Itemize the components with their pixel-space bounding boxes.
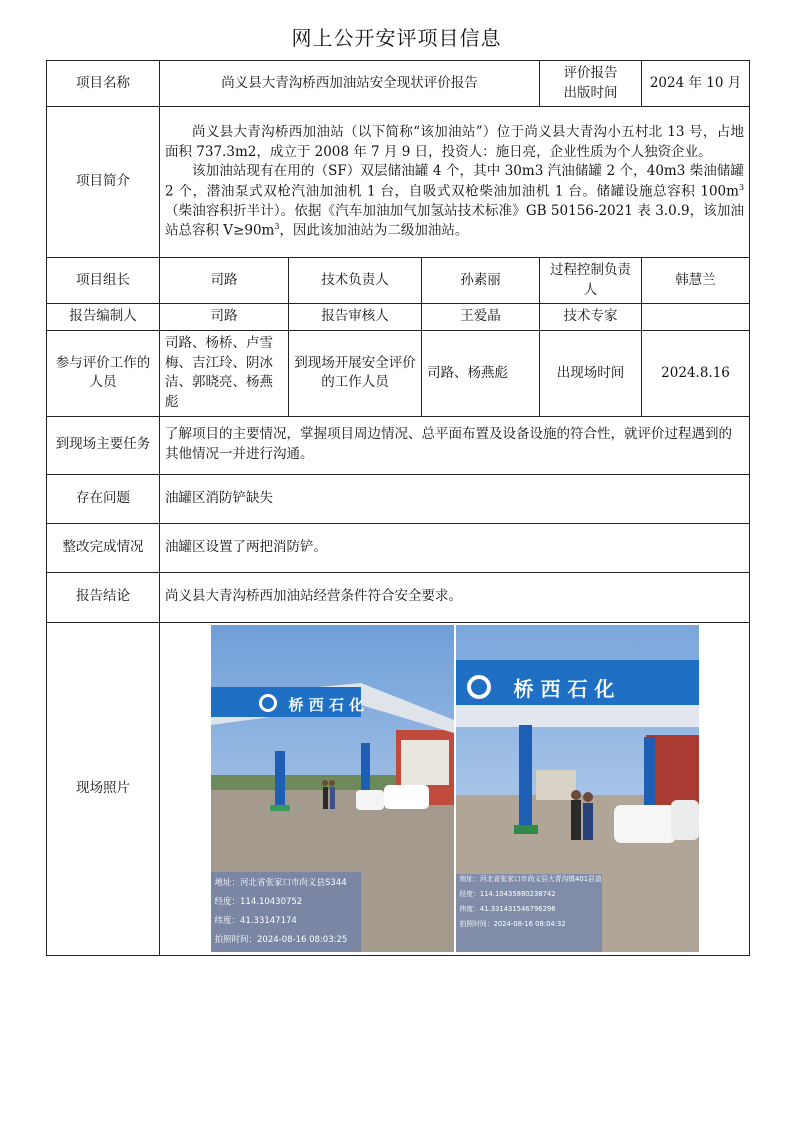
participants-label: 参与评价工作的人员 (47, 331, 160, 416)
photo-2-watermark (460, 872, 602, 932)
onsite-staff: 司路、杨燕彪 (422, 331, 540, 416)
task-label: 到现场主要任务 (47, 416, 160, 474)
onsite-time: 2024.8.16 (642, 331, 750, 416)
photo-1-time: 拍照时间：2024-08-16 08:03:25 (214, 935, 348, 945)
photo-2-longitude: 经度：114.10435880238742 (459, 890, 556, 898)
photo-2-sign: 桥 西 石 化 (513, 677, 615, 701)
photo-1-latitude: 纬度：41.33147174 (214, 916, 297, 926)
info-table (46, 60, 750, 956)
photo-1-watermark (215, 874, 348, 950)
fix-label: 整改完成情况 (47, 523, 160, 572)
expert-label: 技术专家 (540, 304, 642, 331)
photo-2-address: 地址：河北省张家口市尚义县大青沟镇401县道 (459, 875, 602, 883)
intro-p2-part-b: （柴油容积折半计）。依据《汽车加油加气加氢站技术标准》GB 50156-2021 表 3.0.9，该加油站总容积 V≥90m (165, 202, 745, 239)
leader-label: 项目组长 (47, 258, 160, 304)
row-participants (47, 331, 750, 416)
site-photo-2 (456, 625, 699, 952)
row-issue (47, 474, 750, 523)
tech-lead: 孙素丽 (422, 258, 540, 304)
intro-paragraph-1: 尚义县大青沟桥西加油站（以下简称“该加油站”）位于尚义县大青沟小五村北 13 号，占地面积 737.3m2，成立于 2008 年 7 月 9 日，投资人：施日亮，企业性质为个人独资企业。 (165, 123, 745, 160)
conclusion-label: 报告结论 (47, 572, 160, 622)
issue: 油罐区消防铲缺失 (160, 474, 750, 523)
author-label: 报告编制人 (47, 304, 160, 331)
photo-2-latitude: 纬度：41.331431546796296 (459, 905, 556, 913)
onsite-time-label: 出现场时间 (540, 331, 642, 416)
photo-cell (160, 622, 750, 955)
intro-text (160, 107, 750, 258)
page-title: 网上公开安评项目信息 (291, 26, 502, 50)
report-time-label (540, 61, 642, 107)
row-photos (47, 622, 750, 955)
tech-lead-label: 技术负责人 (289, 258, 422, 304)
project-name: 尚义县大青沟桥西加油站安全现状评价报告 (160, 61, 540, 107)
reviewer: 王爱晶 (422, 304, 540, 331)
report-time: 2024 年 10 月 (642, 61, 750, 107)
photo-group (160, 625, 749, 952)
expert (642, 304, 750, 331)
intro-label: 项目简介 (47, 107, 160, 258)
reviewer-label: 报告审核人 (289, 304, 422, 331)
leader: 司路 (160, 258, 289, 304)
site-photo-1 (211, 625, 454, 952)
row-project-name (47, 61, 750, 107)
report-time-label-1: 评价报告 (563, 65, 618, 81)
intro-p2-part-a: 该加油站现有在用的（SF）双层储油罐 4 个，其中 30m3 汽油储罐 2 个，40m3 柴油储罐 2 个，潜油泵式双枪汽油加油机 1 台，自吸式双枪柴油加油机 1 台。储罐设施总容积 100m (165, 163, 745, 200)
project-name-label: 项目名称 (47, 61, 160, 107)
superscript-3: 3 (738, 182, 745, 192)
intro-p2-part-c: ，因此该加油站为二级加油站。 (279, 222, 469, 239)
row-leader (47, 258, 750, 304)
conclusion: 尚义县大青沟桥西加油站经营条件符合安全要求。 (160, 572, 750, 622)
report-time-label-2: 出版时间 (563, 84, 618, 101)
process: 韩慧兰 (642, 258, 750, 304)
superscript-3: 3 (274, 222, 280, 232)
author: 司路 (160, 304, 289, 331)
issue-label: 存在问题 (47, 474, 160, 523)
intro-paragraph-2 (165, 162, 744, 241)
row-conclusion (47, 572, 750, 622)
fix: 油罐区设置了两把消防铲。 (160, 523, 750, 572)
photo-1-address: 地址：河北省张家口市尚义县S344 (214, 878, 347, 888)
row-intro (47, 107, 750, 258)
row-author (47, 304, 750, 331)
onsite-staff-label: 到现场开展安全评价的工作人员 (289, 331, 422, 416)
photo-1-sign: 桥 西 石 化 (288, 696, 365, 714)
row-fix (47, 523, 750, 572)
task: 了解项目的主要情况，掌握项目周边情况、总平面布置及设备设施的符合性，就评价过程遇到的其他情况一并进行沟通。 (160, 416, 750, 474)
photo-2-time: 拍照时间：2024-08-16 08:04:32 (459, 920, 566, 928)
photo-label: 现场照片 (47, 622, 160, 955)
photo-1-longitude: 经度：114.10430752 (214, 897, 303, 907)
row-task (47, 416, 750, 474)
process-label: 过程控制负责人 (540, 258, 642, 304)
participants: 司路、杨桥、卢雪梅、吉江玲、阴冰洁、郭晓亮、杨燕彪 (160, 331, 289, 416)
